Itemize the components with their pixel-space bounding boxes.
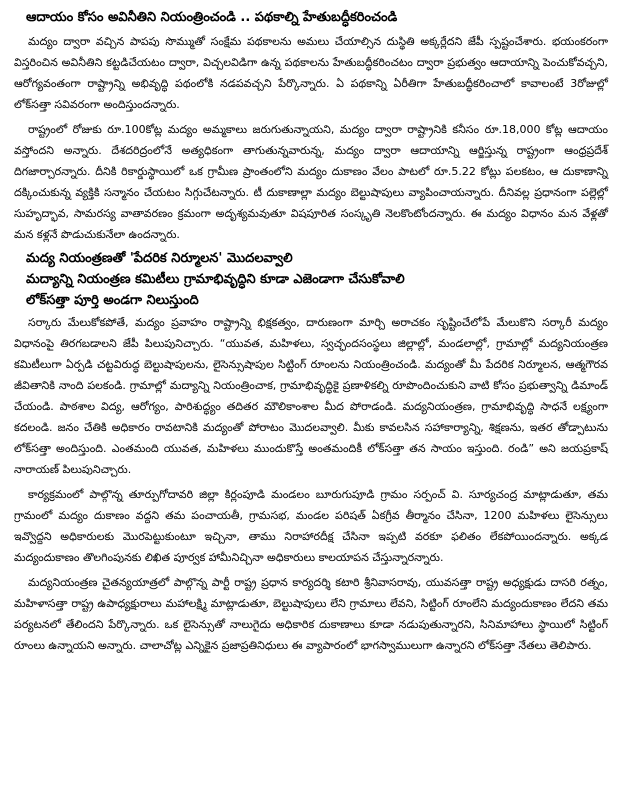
article-paragraph-4: కార్యక్రమంలో పాల్గొన్న తూర్పుగోదావరి జిల్లా కిర్లంపూడి మండలం బూరుగుపూడి గ్రామం సర్పంచ్ వి. సూర్యచంద్ర మాట్లాడుతూ, తమ గ్రామంలో మద్యం దుకాణం వద్దని తమ పంచాయతీ, గ్రామసభ, మండల పరిషత్ ఏకగ్రీవ తీర్మానం చేసినా, 1200 మహిళలు లైసెన్సులు ఇవ్వొద్దని అధికారులకు మొరపెట్టుకుంటూ ఇచ్చినా, తాము నిరాహారదీక్ష చేసినా ఇప్పటి వరకూ ఫలితం లేకపోయిందన్నారు. అక్కడ మద్యందుకాణం తొలగింపునకు లిఖిత పూర్వక హామీనిచ్చినా అధికారులు కాలయాపన చేస్తున్నారన్నారు. bbox=[14, 488, 608, 564]
subheading-3: లోక్‌సత్తా పూర్తి అండగా నిలుస్తుంది bbox=[26, 293, 199, 308]
article-paragraph-2: రాష్ట్రంలో రోజుకు రూ.100కోట్ల మద్యం అమ్మకాలు జరుగుతున్నాయని, మద్యం ద్వారా రాష్ట్రానికి కనీసం రూ.18,000 కోట్ల ఆదాయం వస్తోందని అన్నారు. దేశదరిద్రంలోనే అత్యధికంగా తాగుతున్నవారున్న, మద్యం ద్వారా ఆదాయాన్ని ఆర్జిస్తున్న రాష్ట్రంగా ఆంధ్రప్రదేశ్ దిగజార్చారన్నారు. దీనికి రికార్డుస్థాయిలో ఒక గ్రామీణ ప్రాంతంలోని మద్యం దుకాణం వేలం పాటలో రూ.5.22 కోట్లు పలకటం, ఆ దుకాణాన్ని దక్కించుకున్న వ్యక్తికి సన్మానం చేయటం సిగ్గుచేటన్నారు. టీ దుకాణాల్లా మద్యం బెల్టుషాపులు వ్యాపించాయన్నారు. దీనివల్ల ప్రధానంగా పల్లెల్లో సుహృద్భావ, సామరస్య వాతావరణం క్రమంగా అదృశ్యమవుతూ విషపూరిత సంస్కృతి నెలకొంటోందన్నారు. ఈ మద్యం విధానం మన వేళ్లతో మన కళ్లనే పొడుచుకునేలా ఉందన్నారు. bbox=[14, 123, 608, 241]
article-paragraph-1: మద్యం ద్వారా వచ్చిన పాపపు సొమ్ముతో సంక్షేమ పథకాలను అమలు చేయాల్సిన దుస్థితి అక్కర్లేదని జేపీ స్పష్టంచేశారు. భయంకరంగా విస్తరించిన అవినీతిని కట్టడిచేయటం ద్వారా, విచ్చలవిడిగా ఉన్న పథకాలను హేతుబద్ధీకరించటం ద్వారా ప్రభుత్వం ఆదాయాన్ని పెంచుకోవచ్చని, ఆరోగ్యవంతంగా రాష్ట్రాన్ని అభివృద్ధి పథంలోకి నడపవచ్చని పేర్కొన్నారు. ఏ పథకాన్ని ఏరీతిగా హేతుబద్ధీకరించాలో కావాలంటే 3రోజుల్లో లోక్‌సత్తా సవివరంగా అందిస్తుందన్నారు. bbox=[14, 35, 608, 111]
article-paragraph-3: సర్కారు మేలుకోకపోతే, మద్యం ప్రవాహం రాష్ట్రాన్ని భిక్షకత్వం, దారుణంగా మార్చి అరాచకం సృష్టించేలోపే మేలుకొని సర్కారీ మద్యం విధానంపై తిరగబడాలని జేపీ పిలుపునిచ్చారు. “యువత, మహిళలు, స్వచ్ఛందసంస్థలు జిల్లాల్లో, మండలాల్లో, గ్రామాల్లో మద్యనియంత్రణ కమిటీలుగా ఏర్పడి చట్టవిరుద్ధ బెల్టుషాపులను, లైసెన్సుషాపుల సిట్టింగ్ రూంలను నియంత్రించండి. మద్యంతో మీ పేదరిక నిర్మూలన, ఆత్మగౌరవ జీవితానికి నాంది పలకండి. గ్రామాల్లో మద్యాన్ని నియంత్రించాక, గ్రామాభివృద్ధికై ప్రణాళికల్ని రూపొందించుకుని వాటి కోసం ప్రభుత్వాన్ని డిమాండ్ చేయండి. పాఠశాల విద్య, ఆరోగ్యం, పారిశుద్ధ్యం తదితర మౌలికాంశాల మీద పోరాడండి. మద్యనియంత్రణ, గ్రామాభివృద్ధి సాధనే లక్ష్యంగా కదలండి. జనం చేతికి అధికారం రావటానికి మద్యంతో పోరాటం మొదలవ్వాలి. మీకు కావలసిన సహాకార్యాన్ని, శిక్షణను, ఇతర తోడ్పాటును లోక్‌సత్తా అందిస్తుంది. ఎంతమంది యువత, మహిళలు ముందుకొస్తే అంతమందికీ లోక్‌సత్తా తన సాయం ఇస్తుంది. రండి” అని జయప్రకాష్ నారాయణ్ పిలుపునిచ్చారు. bbox=[14, 316, 608, 476]
article-paragraph-5: మద్యనియంత్రణ చైతన్యయాత్రలో పాల్గొన్న పార్టీ రాష్ట్ర ప్రధాన కార్యదర్శి కటారి శ్రీనివాసరావు, యువసత్తా రాష్ట్ర అధ్యక్షుడు దాసరి రత్నం, మహిళాసత్తా రాష్ట్ర ఉపాధ్యక్షురాలు మహాలక్ష్మి మాట్లాడుతూ, బెల్టుషాపులు లేని గ్రామాలు లేవని, సిట్టింగ్ రూంలేని మద్యందుకాణం లేదని తమ పర్యటనలో తేలిందని పేర్కొన్నారు. ఒక లైసెన్సుతో నాలుగైదు అధికారిక దుకాణాలు కూడా నడుపుతున్నారని, సినిమాహాలు స్థాయిలో సిట్టింగ్ రూంలు ఉన్నాయని అన్నారు. చాలాచోట్ల ఎన్నికైన ప్రజాప్రతినిధులు ఈ వ్యాపారంలో భాగస్వాములుగా ఉన్నారని లోక్‌సత్తా నేతలు తెలిపారు. bbox=[14, 576, 608, 652]
article-headline: ఆదాయం కోసం అవినీతిని నియంత్రించండి .. పథకాల్ని హేతుబద్ధీకరించండి bbox=[26, 10, 398, 25]
subheading-1: మద్య నియంత్రణతో 'పేదరిక నిర్మూలన' మొదలవ్వాలి bbox=[26, 251, 293, 266]
subheading-2: మద్యాన్ని నియంత్రణ కమిటీలు గ్రామాభివృద్ధిని కూడా ఎజెండాగా చేసుకోవాలి bbox=[26, 272, 405, 287]
